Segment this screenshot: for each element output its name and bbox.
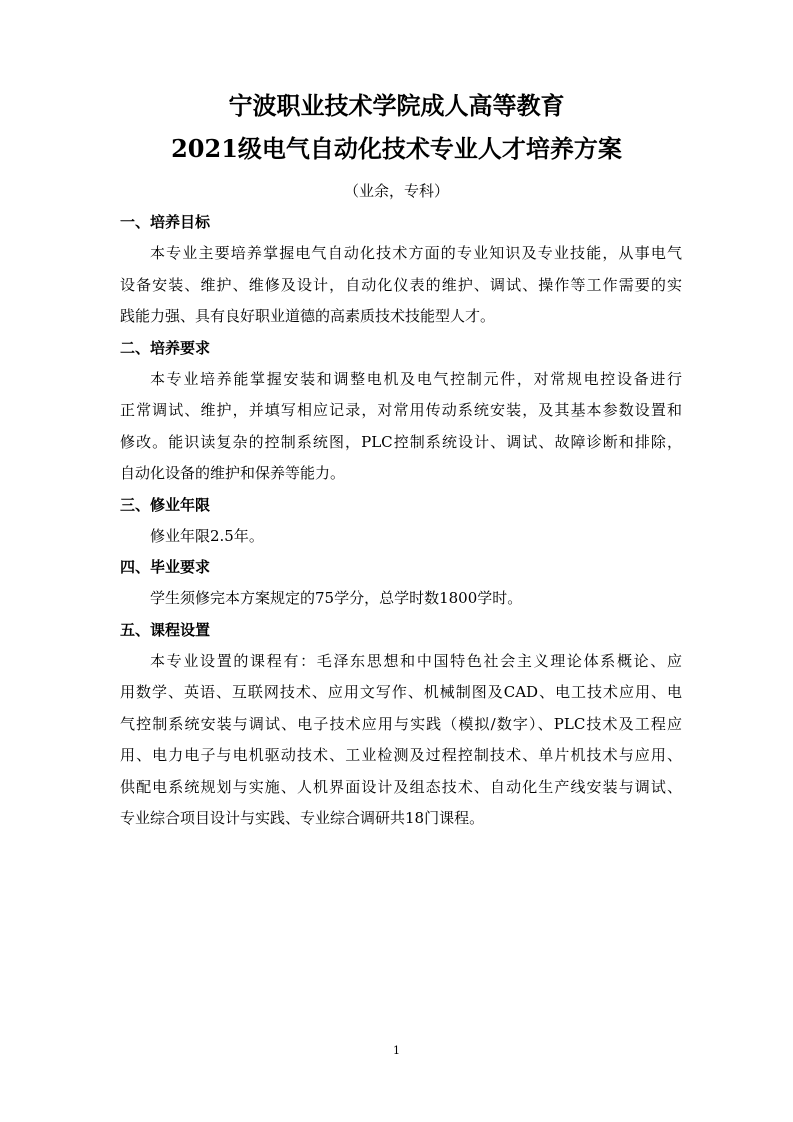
paragraph-line: 本专业主要培养掌握电气自动化技术方面的专业知识及专业技能，从事电气 <box>150 244 682 262</box>
paragraph-line: 本专业培养能掌握安装和调整电机及电气控制元件，对常规电控设备进行 <box>150 369 682 388</box>
paragraph-line: 自动化设备的维护和保养等能力。 <box>120 464 346 482</box>
section <box>120 333 682 490</box>
paragraph-line: 设备安装、维护、维修及设计，自动化仪表的维护、调试、操作等工作需要的实 <box>120 275 682 294</box>
paragraph-line: 修改。能识读复杂的控制系统图，PLC控制系统设计、调试、故障诊断和排除， <box>120 432 682 451</box>
section-heading: 一、培养目标 <box>120 213 211 231</box>
paragraph-line: 用数学、英语、互联网技术、应用文写作、机械制图及CAD、电工技术应用、电 <box>120 683 682 701</box>
document-title-line2: 2021级电气自动化技术专业人才培养方案 <box>171 134 622 163</box>
section-heading: 三、修业年限 <box>120 495 211 514</box>
paragraph-line: 修业年限2.5年。 <box>150 526 264 545</box>
paragraph-line: 气控制系统安装与调试、电子技术应用与实践（模拟/数字）、PLC技术及工程应 <box>120 714 682 733</box>
document-title-line1: 宁波职业技术学院成人高等教育 <box>228 91 565 120</box>
document-body <box>120 207 682 835</box>
paragraph-line: 用、电力电子与电机驱动技术、工业检测及过程控制技术、单片机技术与应用、 <box>120 746 682 764</box>
section-heading: 四、毕业要求 <box>120 558 211 576</box>
section <box>120 207 682 333</box>
paragraph-line: 供配电系统规划与实施、人机界面设计及组态技术、自动化生产线安装与调试、 <box>120 777 682 796</box>
paragraph-line: 正常调试、维护，并填写相应记录，对常用传动系统安装，及其基本参数设置和 <box>120 401 682 419</box>
paragraph-line: 学生须修完本方案规定的75学分，总学时数1800学时。 <box>150 589 523 607</box>
page-number: 1 <box>393 1044 400 1057</box>
section-heading: 五、课程设置 <box>120 620 211 639</box>
section <box>120 615 682 835</box>
section <box>120 552 682 615</box>
paragraph-line: 专业综合项目设计与实践、专业综合调研共18门课程。 <box>120 809 485 827</box>
document-subtitle: （业余，专科） <box>343 182 449 200</box>
paragraph-line: 践能力强、具有良好职业道德的高素质技术技能型人才。 <box>120 307 496 325</box>
section <box>120 490 682 553</box>
paragraph-line: 本专业设置的课程有：毛泽东思想和中国特色社会主义理论体系概论、应 <box>150 651 682 670</box>
section-heading: 二、培养要求 <box>120 338 211 357</box>
